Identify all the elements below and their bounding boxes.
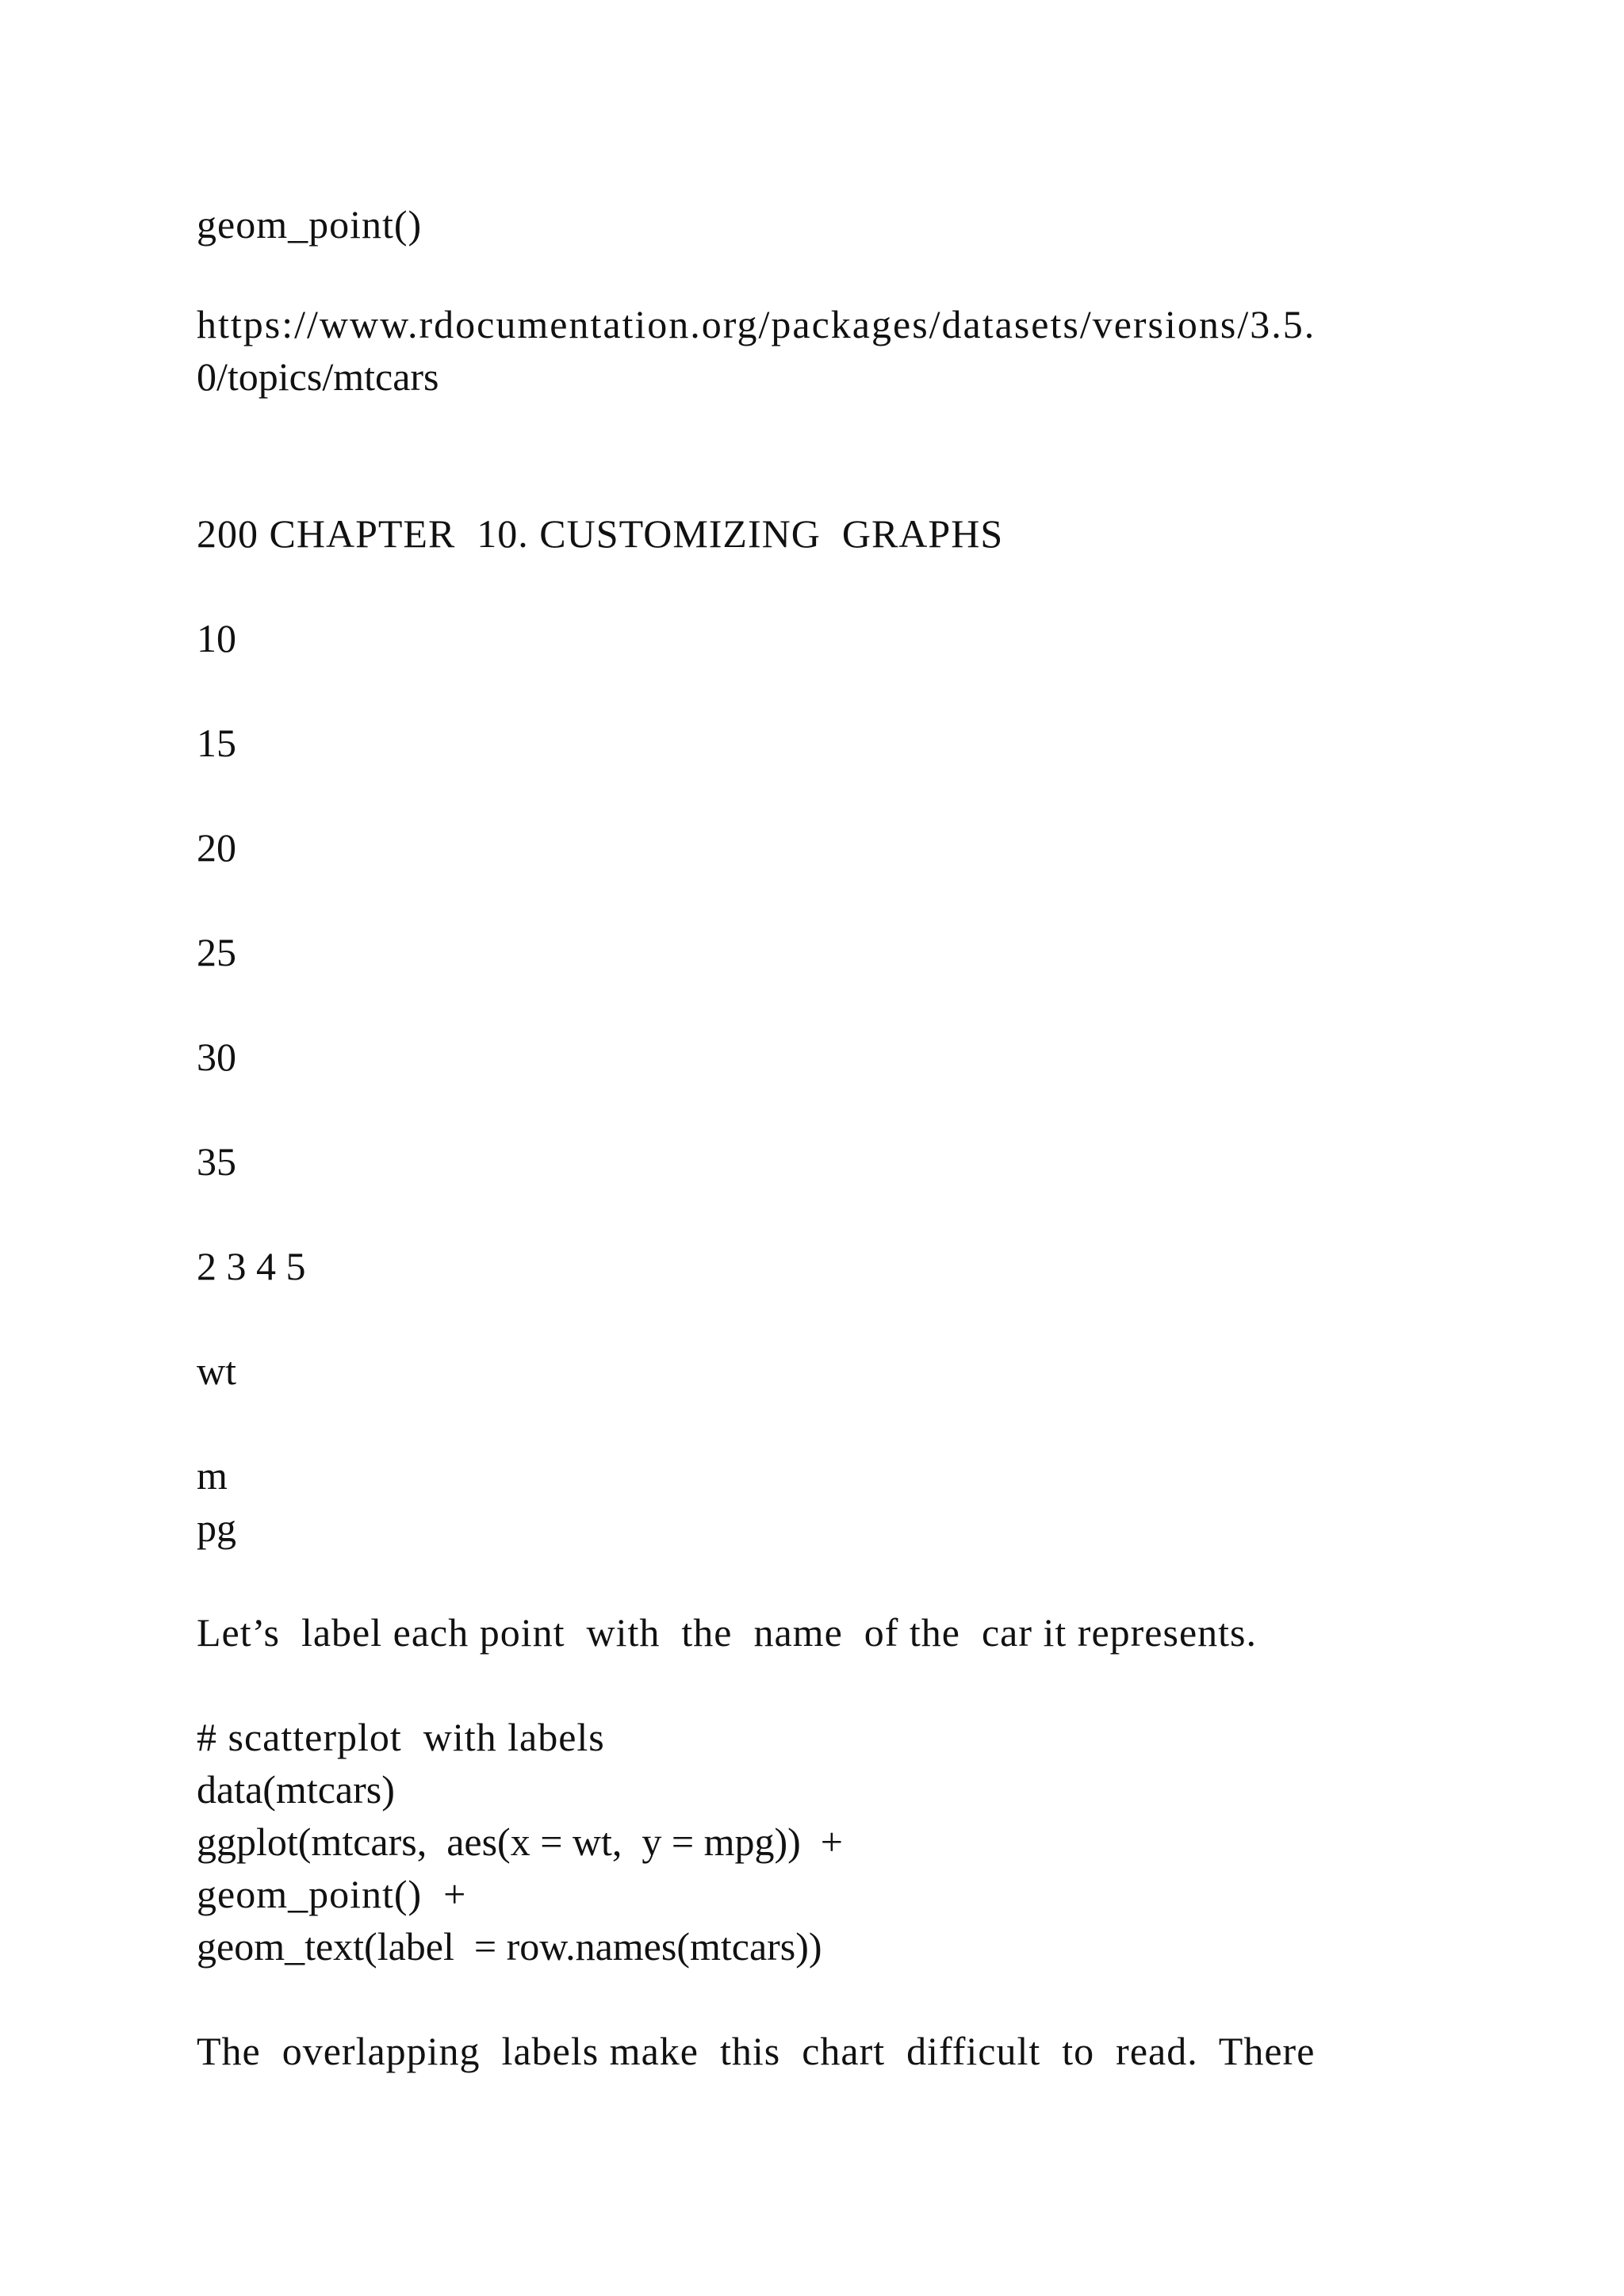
url-line-2: 0/topics/mtcars [197, 354, 439, 399]
axis-tick-25: 25 [197, 930, 236, 974]
code-ggplot: ggplot(mtcars, aes(x = wt, y = mpg)) + [197, 1820, 843, 1864]
y-axis-label-part-2: pg [197, 1506, 236, 1550]
code-data: data(mtcars) [197, 1767, 395, 1812]
axis-tick-30: 30 [197, 1035, 236, 1079]
axis-tick-35: 35 [197, 1139, 236, 1184]
paragraph-overlapping: The overlapping labels make this chart difficult to read. There [197, 2029, 1316, 2073]
axis-tick-10: 10 [197, 616, 236, 660]
code-line-geom-point: geom_point() [197, 202, 423, 247]
code-geom-text: geom_text(label = row.names(mtcars)) [197, 1924, 822, 1969]
x-axis-ticks: 2 3 4 5 [197, 1244, 306, 1288]
axis-tick-15: 15 [197, 721, 236, 765]
code-geom-point: geom_point() + [197, 1872, 467, 1916]
url-line-1: https://www.rdocumentation.org/packages/datasets/versions/3.5. [197, 302, 1316, 346]
chapter-header: 200 CHAPTER 10. CUSTOMIZING GRAPHS [197, 511, 1004, 556]
y-axis-label-part-1: m [197, 1453, 228, 1498]
axis-tick-20: 20 [197, 825, 236, 870]
x-axis-label: wt [197, 1349, 236, 1393]
paragraph-label-points: Let’s label each point with the name of the car it represents. [197, 1610, 1257, 1655]
code-comment: # scatterplot with labels [197, 1715, 605, 1759]
